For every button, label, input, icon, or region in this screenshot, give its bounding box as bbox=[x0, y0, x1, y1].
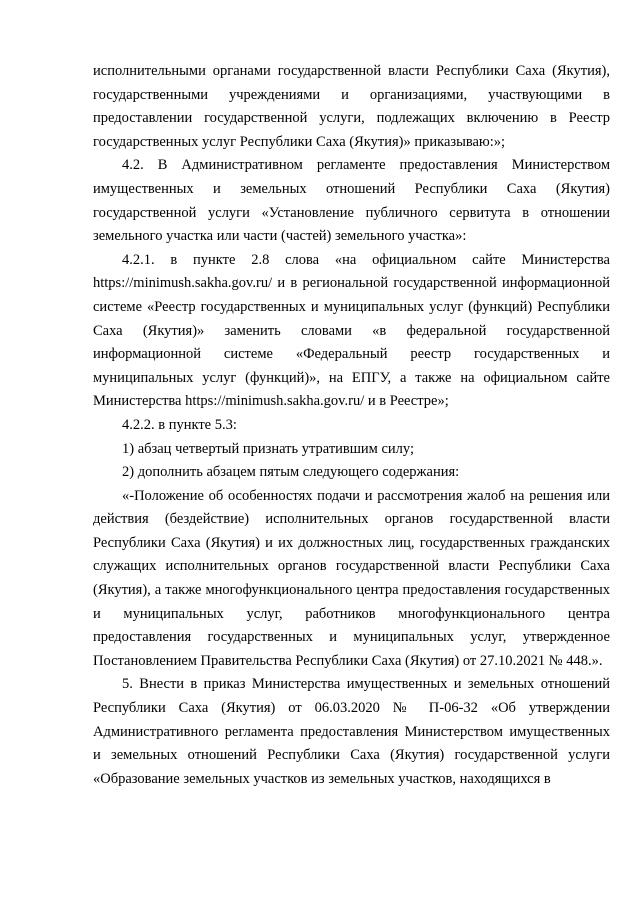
paragraph-4-2: 4.2. В Административном регламенте предоставления Министерством имущественных и земельных отношений Республики Саха (Якутия) государственной услуги «Установление публичного сервитута в отношении земельного участка или части (частей) земельного участка»: bbox=[93, 157, 610, 245]
paragraph-quoted-provision: «-Положение об особенностях подачи и рассмотрения жалоб на решения или действия (бездействие) исполнительных органов государственной власти Республики Саха (Якутия) и их должностных лиц, государственных гражданских служащих исполнительных органов государственной власти Республики Саха (Якутия), а также многофункционального центра предоставления государственных и муниципальных услуг, работников многофункционального центра предоставления государственных и муниципальных услуг, утвержденное Постановлением Правительства Республики Саха (Якутия) от 27.10.2021 № 448.». bbox=[93, 487, 610, 669]
paragraph-4-2-2: 4.2.2. в пункте 5.3: bbox=[122, 416, 237, 433]
paragraph-continuation: исполнительными органами государственной власти Республики Саха (Якутия), государственными учреждениями и организациями, участвующими в предоставлении государственной услуги, подлежащих включению в Реестр государственных услуг Республики Саха (Якутия)» приказываю:»; bbox=[93, 63, 610, 150]
paragraph-item-1: 1) абзац четвертый признать утратившим силу; bbox=[122, 440, 415, 457]
paragraph-item-2: 2) дополнить абзацем пятым следующего содержания: bbox=[122, 464, 460, 481]
document-body bbox=[93, 60, 610, 791]
paragraph-4-2-1: 4.2.1. в пункте 2.8 слова «на официальном сайте Министерства https://minimush.sakha.gov.ru/ и в региональной государственной информационной системе «Реестр государственных и муниципальных услуг (функций) Республики Саха (Якутия)» заменить словами «в федеральной государственной информационной системе «Федеральный реестр государственных и муниципальных услуг (функций)», на ЕПГУ, а также на официальном сайте Министерства https://minimush.sakha.gov.ru/ и в Реестре»; bbox=[93, 251, 610, 410]
paragraph-5: 5. Внести в приказ Министерства имущественных и земельных отношений Республики Саха (Якутия) от 06.03.2020 № П-06-32 «Об утверждении Административного регламента предоставления Министерством имущественных и земельных отношений Республики Саха (Якутия) государственной услуги «Образование земельных участков из земельных участков, находящихся в bbox=[93, 676, 610, 787]
